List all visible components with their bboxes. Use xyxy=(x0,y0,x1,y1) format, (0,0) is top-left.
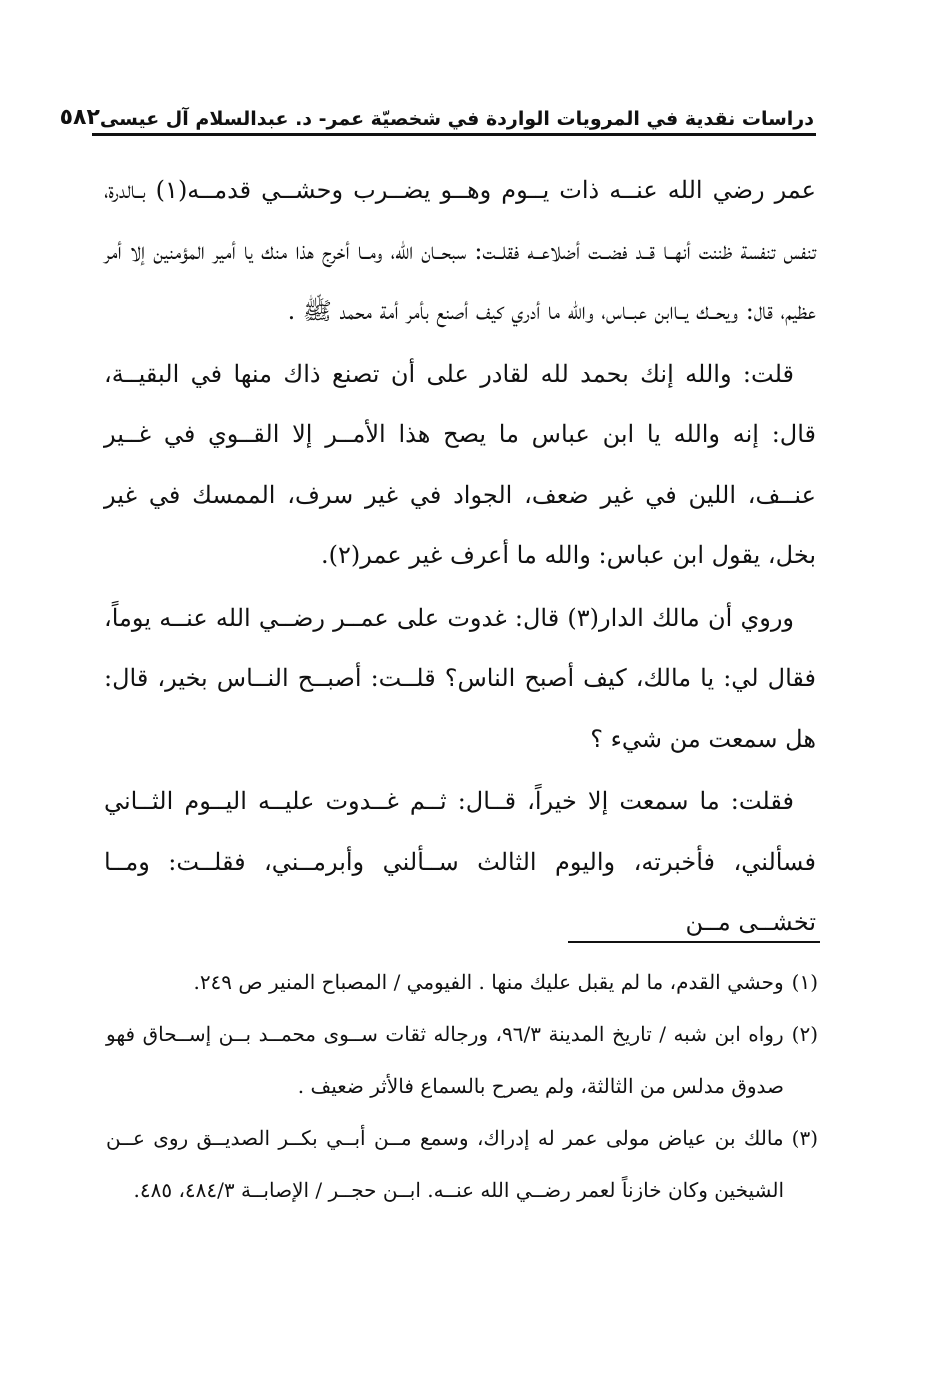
footnote-number: (٣) xyxy=(791,1126,818,1150)
footnote xyxy=(106,1112,818,1216)
page-number: ٥٨٢ xyxy=(59,105,100,130)
paragraph: عمر رضي الله عنــه ذات يــوم وهــو يضــرب وحشــي قدمــه(١) بــالدرة، تنفس تنفسة ظننت أنهــا قــد فضــت أضلاعــه فقلــت: سبحــان الله، ومــا أخرج هذا منك يا أمير المؤمنين إلا أمر عظيم، قال: ويحــك يــاابن عبــاس، والله ما أدري كيف أصنع بأمر أمة محمد ﷺ . xyxy=(104,176,817,325)
header-rule xyxy=(92,133,816,136)
footnote-number: (١) xyxy=(791,970,818,994)
footnote-text: رواه ابن شبه / تاريخ المدينة ٩٦/٣، ورجاله ثقات ســوى محمــد بــن إســحاق فهو صدوق مدلس من الثالثة، ولم يصرح بالسماع فالأثر ضعيف . xyxy=(106,1022,784,1098)
header-title: دراسات نقدية في المرويات الواردة في شخصيّة عمر- د. عبدالسلام آل عيسى xyxy=(99,108,814,130)
footnotes xyxy=(106,956,818,1216)
paragraph: فقلت: ما سمعت إلا خيراً، قــال: ثــم غــدوت عليــه اليــوم الثــاني فسألني، فأخبرته، واليوم الثالث ســألني وأبرمــني، فقلــت: ومــا تخشــى مــن xyxy=(104,787,816,936)
footnote-text: مالك بن عياض مولى عمر له إدراك، وسمع مــن أبــي بكــر الصديــق روى عــن الشيخين وكان خازناً لعمر رضــي الله عنــه. ابــن حجــر / الإصابــة ٤٨٤/٣، ٤٨٥. xyxy=(106,1126,784,1202)
footnote-number: (٢) xyxy=(791,1022,818,1046)
footnote xyxy=(106,956,818,1008)
footnote xyxy=(106,1008,818,1112)
footnote-text: وحشي القدم، ما لم يقبل عليك منها . الفيومي / المصباح المنير ص ٢٤٩. xyxy=(193,970,784,994)
running-header xyxy=(59,90,814,130)
footnote-separator xyxy=(568,941,820,943)
paragraph: قلت: والله إنك بحمد لله لقادر على أن تصنع ذاك منها في البقيــة، قال: إنه والله يا ابن عباس ما يصح هذا الأمــر إلا القــوي في غــير عنــف، اللين في غير ضعف، الجواد في غير سرف، الممسك في غير بخل، يقول ابن عباس: والله ما أعرف غير عمر(٢). xyxy=(104,359,816,569)
body-text xyxy=(104,160,816,953)
paragraph: وروي أن مالك الدار(٣) قال: غدوت على عمــر رضــي الله عنــه يوماً، فقال لي: يا مالك، كيف أصبح الناس؟ قلــت: أصبــح النــاس بخير، قال: هل سمعت من شيء ؟ xyxy=(104,603,816,753)
